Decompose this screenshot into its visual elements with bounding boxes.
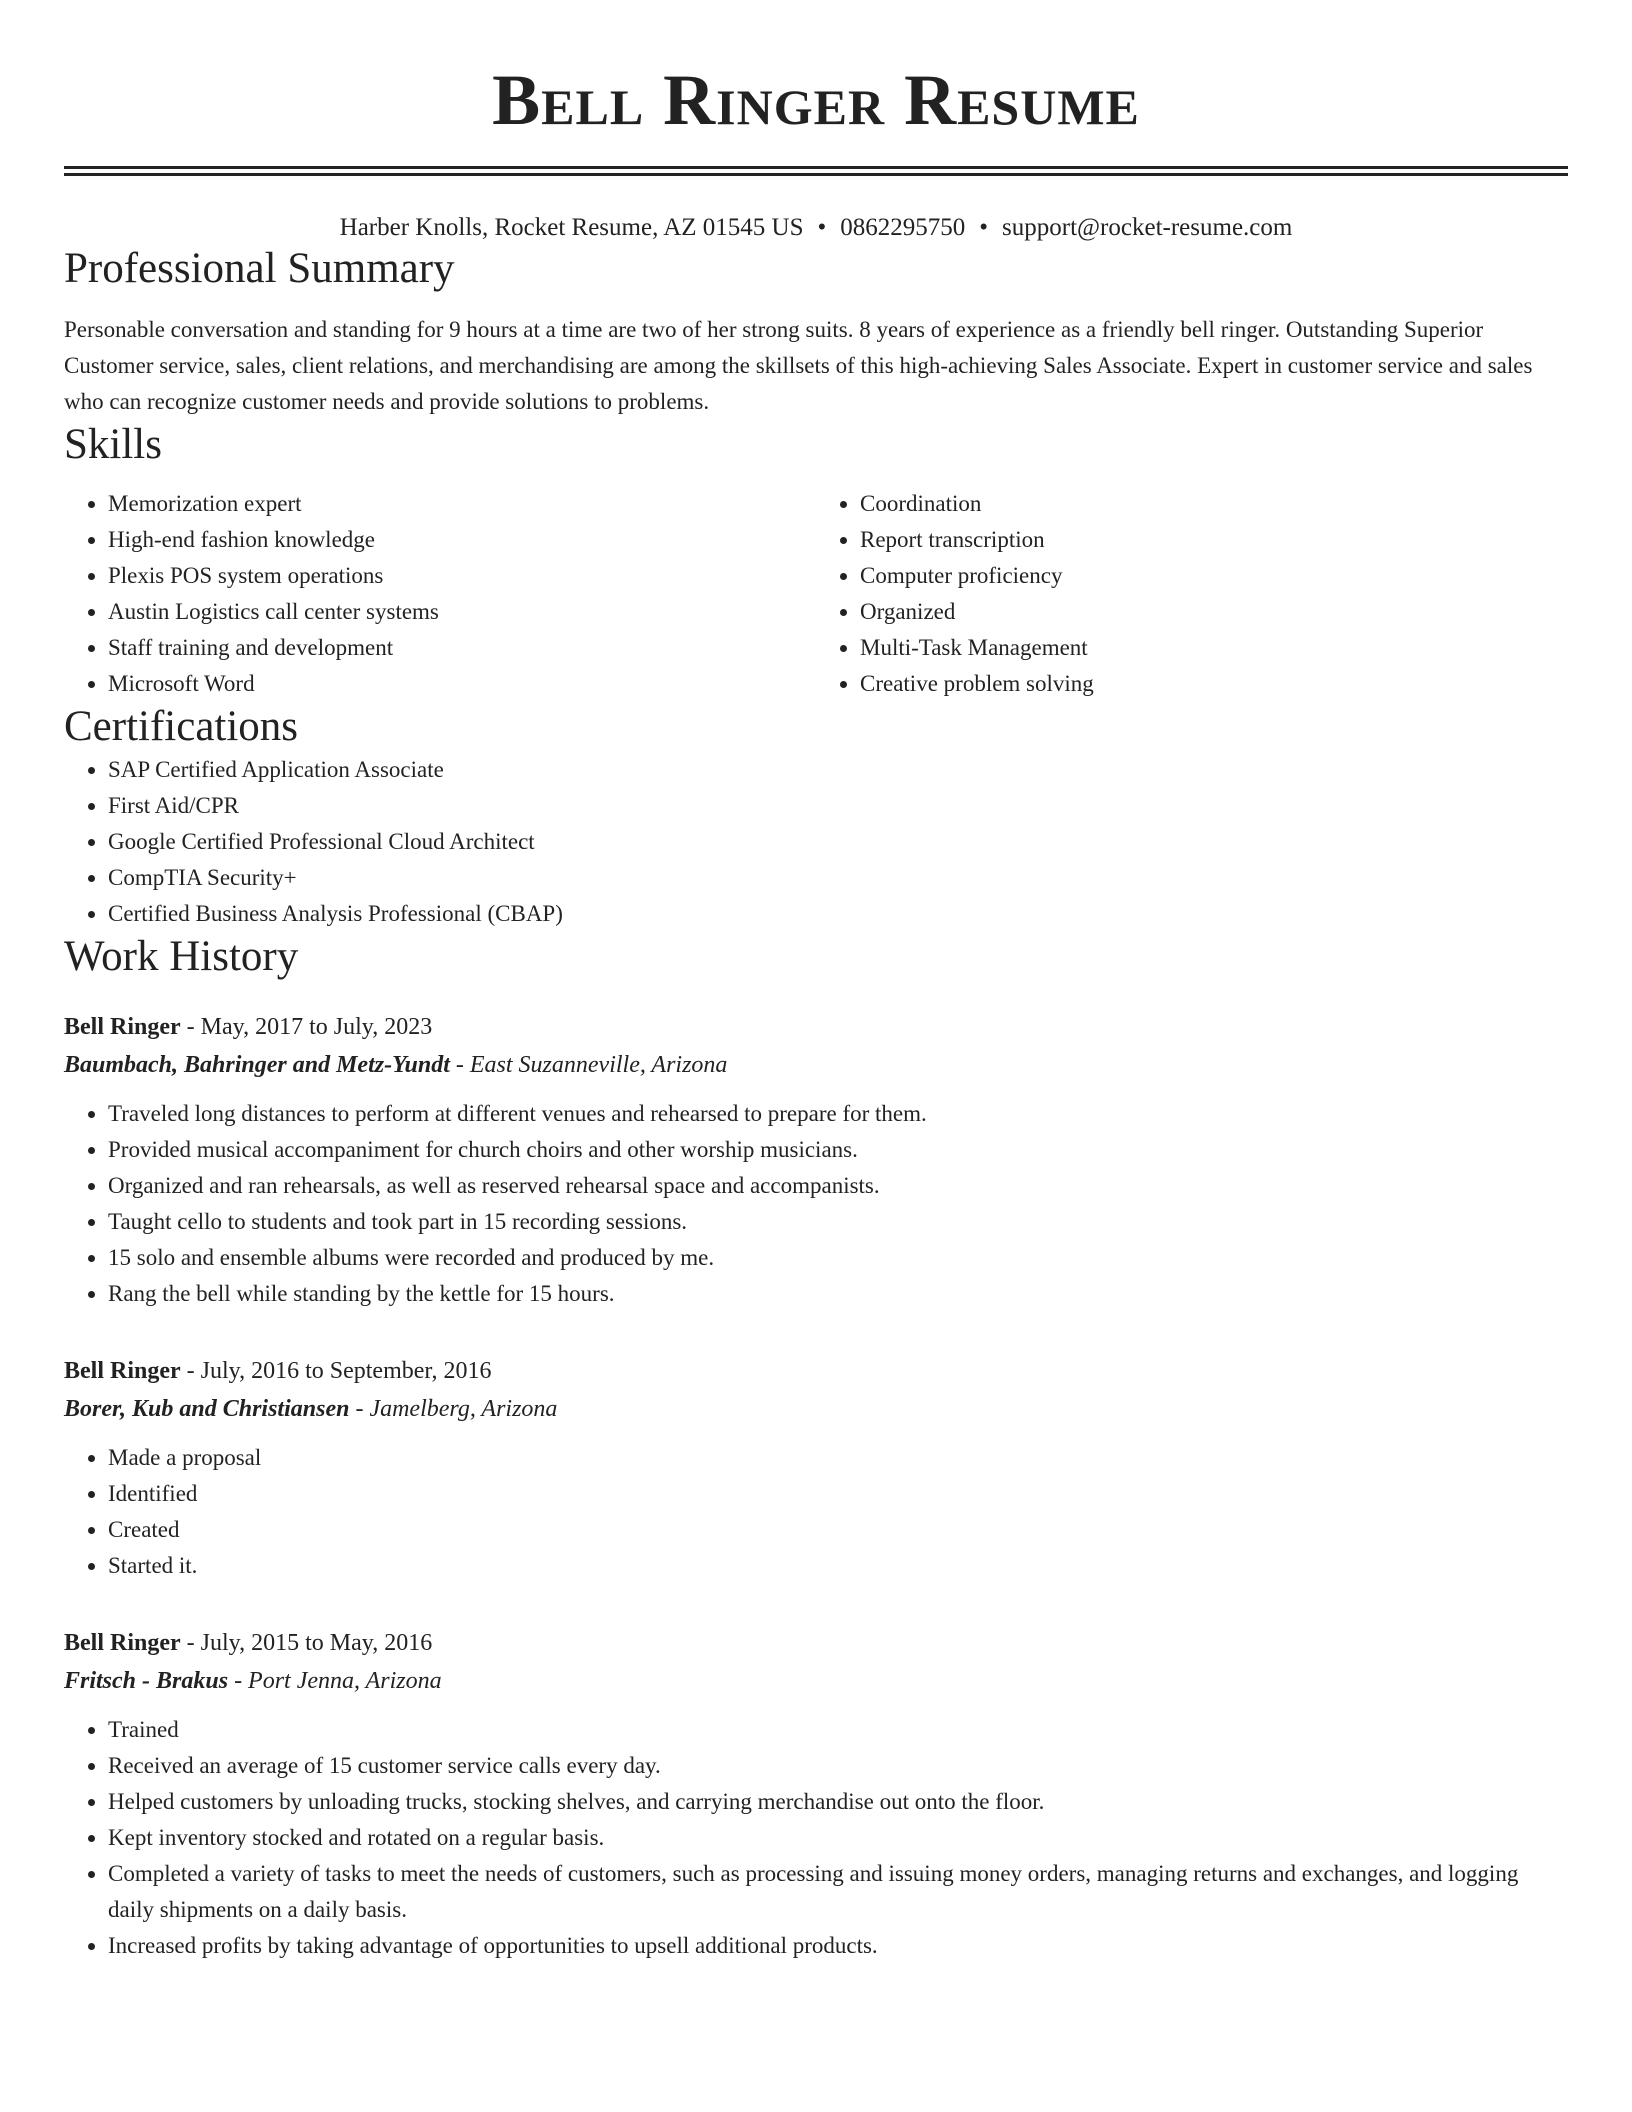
job-title-line bbox=[64, 1624, 1568, 1662]
job-entry bbox=[64, 1624, 1568, 1964]
job-duty: • Received an average of 15 customer service calls every day. bbox=[108, 1748, 1568, 1784]
contact-phone: 0862295750 bbox=[840, 214, 966, 241]
job-duty: • Started it. bbox=[108, 1548, 1568, 1584]
job-title: Bell Ringer bbox=[64, 1630, 181, 1656]
contact-separator: • bbox=[979, 214, 989, 241]
work-history-heading: Work History bbox=[64, 933, 299, 980]
job-duty: • Organized and ran rehearsals, as well as reserved rehearsal space and accompanists. bbox=[108, 1168, 1568, 1204]
job-company-line bbox=[64, 1390, 1568, 1428]
job-duty: • Provided musical accompaniment for church choirs and other worship musicians. bbox=[108, 1132, 1568, 1168]
job-duty: • Kept inventory stocked and rotated on a regular basis. bbox=[108, 1820, 1568, 1856]
certification-item: • SAP Certified Application Associate bbox=[108, 752, 1568, 788]
skills-column-right bbox=[816, 486, 1568, 702]
job-duties bbox=[64, 1096, 1568, 1312]
job-duty: • 15 solo and ensemble albums were recorded and produced by me. bbox=[108, 1240, 1568, 1276]
job-duty: • Made a proposal bbox=[108, 1440, 1568, 1476]
job-dates: - May, 2017 to July, 2023 bbox=[180, 1014, 433, 1040]
skill-item: • Computer proficiency bbox=[860, 558, 1568, 594]
skills-heading: Skills bbox=[64, 421, 162, 468]
job-title-line bbox=[64, 1352, 1568, 1390]
job-company: Borer, Kub and Christiansen bbox=[64, 1396, 350, 1422]
job-title: Bell Ringer bbox=[64, 1358, 181, 1384]
certification-item: • Certified Business Analysis Professional (CBAP) bbox=[108, 896, 1568, 932]
job-entry bbox=[64, 1352, 1568, 1584]
skill-item: • Staff training and development bbox=[108, 630, 816, 666]
job-duty: • Identified bbox=[108, 1476, 1568, 1512]
contact-separator: • bbox=[817, 214, 827, 241]
job-duty: • Traveled long distances to perform at different venues and rehearsed to prepare for them. bbox=[108, 1096, 1568, 1132]
job-company: Fritsch - Brakus bbox=[64, 1668, 229, 1694]
job-company-line bbox=[64, 1046, 1568, 1084]
resume-title: Bell Ringer Resume bbox=[492, 60, 1140, 140]
contact-email: support@rocket-resume.com bbox=[1002, 214, 1293, 241]
job-duty: • Helped customers by unloading trucks, stocking shelves, and carrying merchandise out onto the floor. bbox=[108, 1784, 1568, 1820]
skills-list bbox=[64, 486, 1568, 702]
job-duty: • Completed a variety of tasks to meet the needs of customers, such as processing and issuing money orders, managing returns and exchanges, and logging daily shipments on a daily basis. bbox=[108, 1856, 1568, 1928]
job-entry bbox=[64, 1008, 1568, 1312]
skill-item: • Coordination bbox=[860, 486, 1568, 522]
skill-item: • High-end fashion knowledge bbox=[108, 522, 816, 558]
summary-text: Personable conversation and standing for 9 hours at a time are two of her strong suits. 8 years of experience as a friendly bell ringer. Outstanding Superior Customer service, sales, client relations, and merchandising are among the skillsets of this high-achieving Sales Associate. Expert in customer service and sales who can recognize customer needs and provide solutions to problems. bbox=[64, 317, 1533, 414]
job-duty: • Taught cello to students and took part in 15 recording sessions. bbox=[108, 1204, 1568, 1240]
job-dates: - July, 2015 to May, 2016 bbox=[180, 1630, 433, 1656]
job-dates: - July, 2016 to September, 2016 bbox=[180, 1358, 492, 1384]
skills-column-left bbox=[64, 486, 816, 702]
skill-item: • Austin Logistics call center systems bbox=[108, 594, 816, 630]
skill-item: • Multi-Task Management bbox=[860, 630, 1568, 666]
job-duty: • Created bbox=[108, 1512, 1568, 1548]
certification-item: • Google Certified Professional Cloud Architect bbox=[108, 824, 1568, 860]
skill-item: • Creative problem solving bbox=[860, 666, 1568, 702]
job-duty: • Rang the bell while standing by the kettle for 15 hours. bbox=[108, 1276, 1568, 1312]
contact-address: Harber Knolls, Rocket Resume, AZ 01545 US bbox=[339, 214, 804, 241]
job-title-line bbox=[64, 1008, 1568, 1046]
contact-line bbox=[64, 212, 1568, 244]
job-title: Bell Ringer bbox=[64, 1014, 181, 1040]
job-company: Baumbach, Bahringer and Metz-Yundt bbox=[64, 1052, 450, 1078]
job-duties bbox=[64, 1712, 1568, 1964]
job-location: - East Suzanneville, Arizona bbox=[449, 1052, 728, 1078]
job-location: - Port Jenna, Arizona bbox=[228, 1668, 442, 1694]
certification-item: • CompTIA Security+ bbox=[108, 860, 1568, 896]
job-company-line bbox=[64, 1662, 1568, 1700]
skill-item: • Memorization expert bbox=[108, 486, 816, 522]
job-duty: • Increased profits by taking advantage of opportunities to upsell additional products. bbox=[108, 1928, 1568, 1964]
certifications-heading: Certifications bbox=[64, 703, 299, 750]
job-location: - Jamelberg, Arizona bbox=[349, 1396, 558, 1422]
skill-item: • Report transcription bbox=[860, 522, 1568, 558]
certifications-list bbox=[64, 752, 1568, 932]
title-divider bbox=[64, 166, 1568, 176]
skill-item: • Plexis POS system operations bbox=[108, 558, 816, 594]
certification-item: • First Aid/CPR bbox=[108, 788, 1568, 824]
job-duties bbox=[64, 1440, 1568, 1584]
summary-heading: Professional Summary bbox=[64, 245, 455, 292]
skill-item: • Microsoft Word bbox=[108, 666, 816, 702]
job-duty: • Trained bbox=[108, 1712, 1568, 1748]
skill-item: • Organized bbox=[860, 594, 1568, 630]
